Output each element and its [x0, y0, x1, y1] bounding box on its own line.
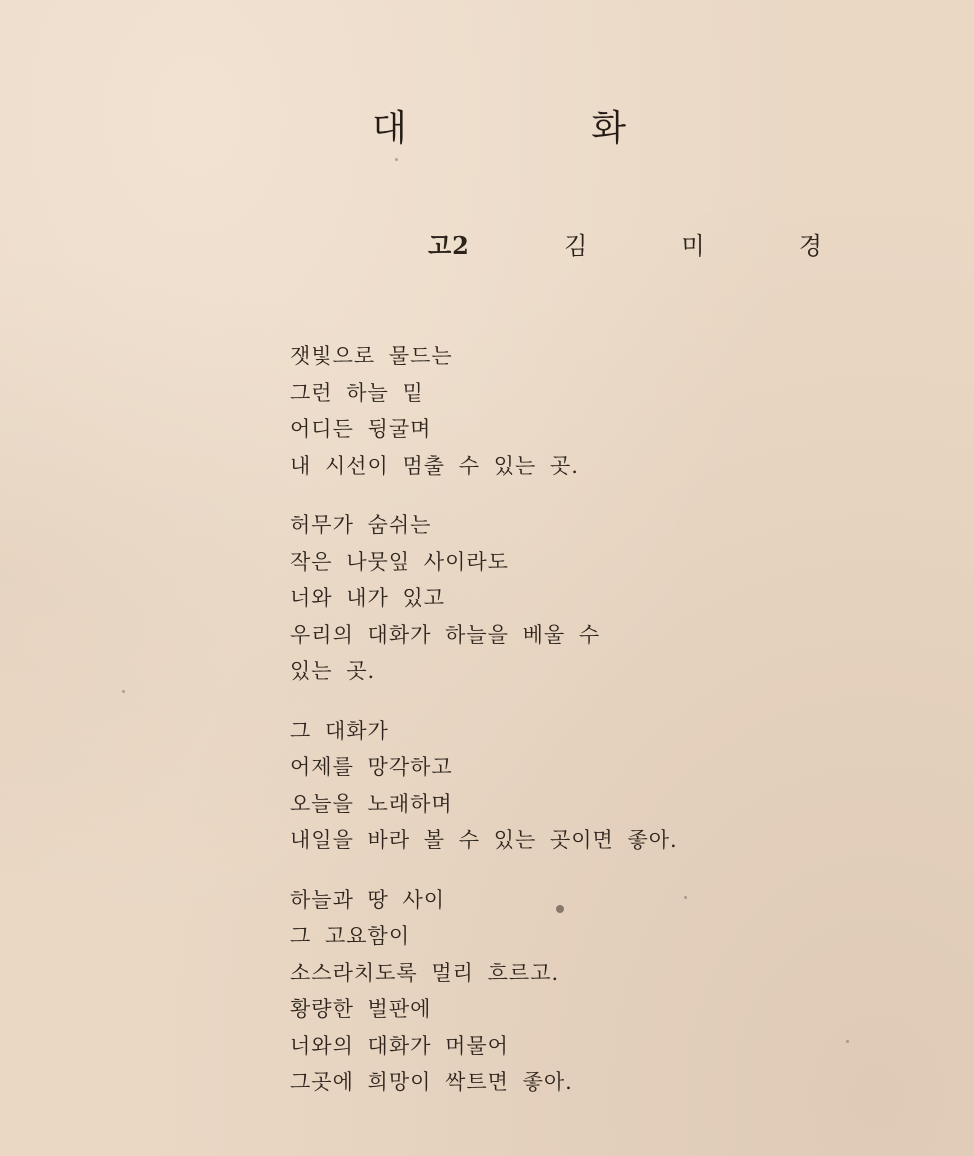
poem-line: 그 대화가: [290, 718, 389, 743]
poem-line: 오늘을 노래하며: [290, 791, 453, 816]
poem-line: 너와 내가 있고: [290, 586, 446, 610]
poem-line: 내일을 바라 볼 수 있는 곳이면 좋아.: [290, 828, 678, 852]
poem-line: 내 시선이 멈출 수 있는 곳.: [290, 453, 579, 478]
stanza-3: [290, 713, 850, 859]
poem-line: 허무가 숨쉬는: [290, 513, 432, 537]
paper-stain: [556, 905, 564, 913]
poem-line: 소스라치도록 멀리 흐르고.: [290, 960, 560, 985]
poem-body: [290, 338, 850, 1124]
stanza-1: [290, 338, 850, 484]
paper-speck: [846, 1040, 849, 1043]
author-name-char-1: 김: [564, 232, 588, 260]
paper-speck: [395, 158, 398, 161]
author-name-char-3: 경: [798, 232, 822, 260]
paper-speck: [684, 896, 687, 899]
poem-line: 작은 나뭇잎 사이라도: [290, 549, 509, 574]
poem-line: 그곳에 희망이 싹트면 좋아.: [290, 1070, 573, 1094]
poem-line: 그 고요함이: [290, 924, 411, 948]
paper-speck: [122, 690, 125, 693]
author-grade: 고2: [428, 231, 470, 260]
title-char-2: 화: [591, 108, 626, 149]
poem-line: 우리의 대화가 하늘을 베울 수: [290, 622, 601, 647]
poem-line: 있는 곳.: [290, 659, 376, 683]
author-line: [428, 226, 822, 261]
author-name-char-2: 미: [681, 232, 705, 260]
poem-title: [372, 100, 626, 151]
poem-line: 황량한 벌판에: [290, 997, 432, 1021]
poem-line: 잿빛으로 물드는: [290, 344, 453, 368]
poem-line: 너와의 대화가 머물어: [290, 1033, 509, 1058]
poem-line: 그런 하늘 밑: [290, 380, 424, 405]
poem-line: 어디든 뒹굴며: [290, 417, 432, 441]
poem-line: 하늘과 땅 사이: [290, 887, 446, 912]
stanza-2: [290, 507, 850, 690]
title-char-1: 대: [372, 108, 407, 149]
stanza-4: [290, 882, 850, 1101]
poem-line: 어제를 망각하고: [290, 755, 453, 779]
